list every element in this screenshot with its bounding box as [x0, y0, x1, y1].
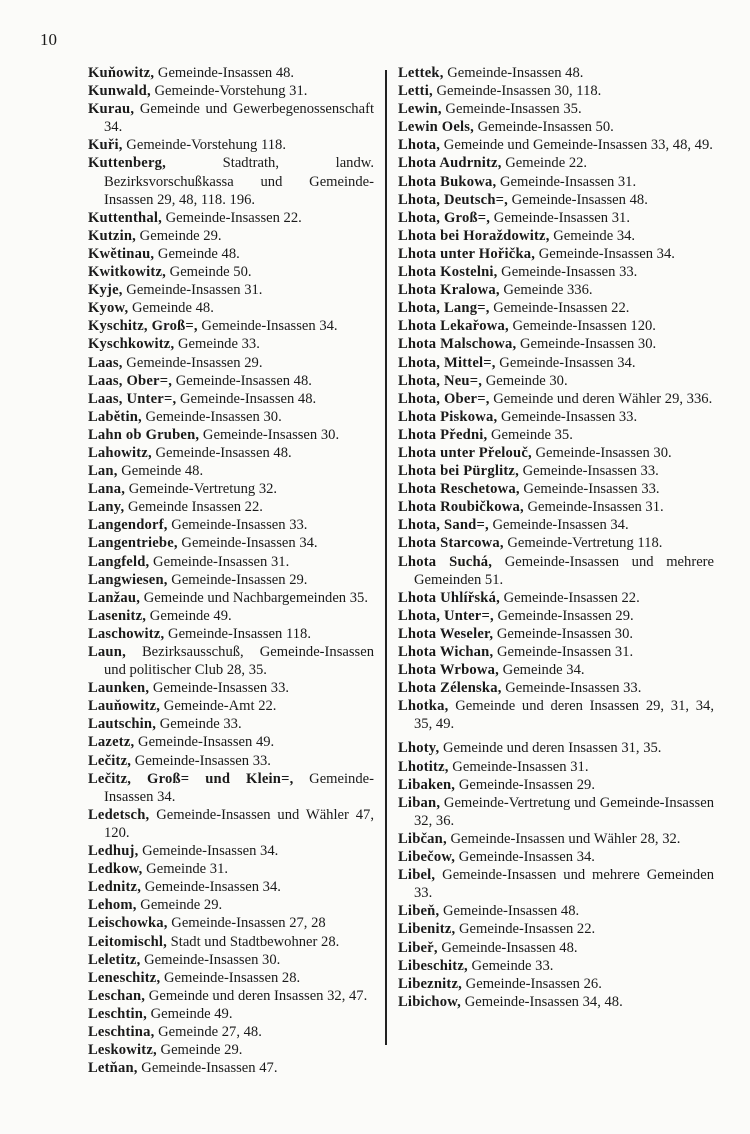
index-entry: [398, 739, 714, 757]
entry-details: Gemeinde-Insassen 48.: [151, 444, 292, 461]
index-entry: [398, 534, 714, 552]
page-number: 10: [40, 30, 57, 49]
entry-details: Gemeinde-Insassen 48.: [508, 191, 648, 208]
index-entry: [398, 589, 714, 607]
index-entry: [398, 920, 714, 938]
entry-place-name: Letti,: [398, 83, 433, 100]
entry-details: Gemeinde-Insassen 33.: [497, 264, 638, 281]
index-entry: [88, 933, 374, 951]
index-entry: [398, 390, 714, 408]
entry-place-name: Lehom,: [88, 897, 137, 914]
entry-details: Gemeinde-Insassen und Wähler 47, 120.: [104, 806, 374, 841]
entry-place-name: Lewin,: [398, 101, 442, 118]
entry-place-name: Libichow,: [398, 993, 462, 1010]
entry-details: Gemeinde-Insassen 34.: [455, 849, 595, 866]
entry-details: Gemeinde-Insassen 118.: [164, 625, 311, 642]
index-entry: [88, 100, 374, 136]
index-entry: [398, 679, 714, 697]
entry-place-name: Kutzin,: [88, 227, 137, 244]
entry-details: Gemeinde-Insassen 30.: [531, 444, 672, 461]
entry-place-name: Laas,: [88, 354, 123, 371]
entry-details: Gemeinde 27, 48.: [154, 1023, 262, 1040]
entry-details: Gemeinde-Insassen 29.: [493, 607, 634, 624]
entry-place-name: Lhota Wrbowa,: [398, 662, 499, 679]
entry-details: Gemeinde-Insassen 33.: [518, 463, 659, 480]
index-entry: [88, 951, 374, 969]
entry-details: Gemeinde-Insassen 33.: [519, 481, 660, 498]
entry-place-name: Ledetsch,: [88, 806, 150, 823]
entry-place-name: Lhota, Ober=,: [398, 390, 490, 407]
index-entry: [398, 830, 714, 848]
entry-details: Gemeinde-Insassen 31.: [523, 499, 664, 516]
index-entry: [88, 860, 374, 878]
entry-details: Gemeinde-Insassen 48.: [176, 390, 317, 407]
index-entry: [398, 227, 714, 245]
entry-place-name: Kuttenthal,: [88, 209, 162, 226]
entry-details: Gemeinde 22.: [501, 155, 588, 172]
entry-place-name: Laas, Ober=,: [88, 372, 173, 389]
entry-details: Gemeinde-Insassen 31.: [122, 282, 263, 299]
index-entry: [88, 553, 374, 571]
entry-details: Gemeinde-Insassen 48.: [439, 903, 580, 920]
entry-place-name: Lhotka,: [398, 698, 449, 715]
index-entry: [88, 281, 374, 299]
index-entry: [398, 758, 714, 776]
entry-details: Gemeinde-Insassen und mehrere Gemeinden 33.: [414, 867, 714, 902]
entry-place-name: Lhota Audrnitz,: [398, 155, 502, 172]
entry-place-name: Lhota, Unter=,: [398, 607, 494, 624]
entry-details: Gemeinde-Insassen 33.: [149, 680, 290, 697]
index-entry: [398, 299, 714, 317]
index-entry: [398, 281, 714, 299]
entry-place-name: Lautschin,: [88, 716, 157, 733]
index-entry: [398, 263, 714, 281]
index-entry: [398, 607, 714, 625]
entry-place-name: Kuttenberg,: [88, 155, 166, 172]
entry-details: Gemeinde-Vertretung 32.: [125, 481, 278, 498]
index-entry: [398, 444, 714, 462]
entry-place-name: Lhota Kostelni,: [398, 264, 498, 281]
entry-details: Gemeinde und deren Wähler 29, 336.: [489, 390, 713, 407]
index-entry: [398, 245, 714, 263]
index-entry: [88, 462, 374, 480]
index-entry: [398, 480, 714, 498]
entry-details: Gemeinde-Insassen 26.: [462, 975, 602, 992]
entry-details: Gemeinde-Insassen 34.: [197, 318, 338, 335]
entry-place-name: Leitomischl,: [88, 933, 168, 950]
right-column: [398, 64, 714, 1011]
entry-details: Gemeinde 49.: [146, 1005, 233, 1022]
entry-details: Gemeinde-Insassen 29.: [122, 354, 263, 371]
entry-details: Gemeinde 48.: [117, 463, 204, 480]
index-entry: [88, 263, 374, 281]
entry-place-name: Leskowitz,: [88, 1042, 157, 1059]
index-entry: [88, 317, 374, 335]
index-entry: [398, 553, 714, 589]
entry-details: Gemeinde und Gewerbegenossenschaft 34.: [104, 101, 374, 136]
entry-details: Gemeinde 29.: [156, 1042, 243, 1059]
index-entry: [88, 498, 374, 516]
entry-place-name: Ledhuj,: [88, 843, 139, 860]
index-entry: [88, 697, 374, 715]
index-entry: [398, 209, 714, 227]
entry-details: Gemeinde-Insassen 34.: [177, 535, 318, 552]
entry-details: Gemeinde-Insassen 120.: [508, 318, 656, 335]
entry-details: Gemeinde-Insassen 34.: [138, 843, 279, 860]
entry-place-name: Leschtina,: [88, 1023, 155, 1040]
entry-details: Gemeinde-Insassen 48.: [437, 939, 578, 956]
index-entry: [88, 209, 374, 227]
entry-place-name: Lanžau,: [88, 589, 141, 606]
entry-details: Gemeinde-Insassen 34.: [535, 245, 675, 262]
entry-details: Gemeinde-Insassen 34.: [141, 879, 281, 896]
entry-place-name: Lhota Uhlířská,: [398, 589, 500, 606]
entry-details: Gemeinde Insassen 22.: [124, 499, 263, 516]
index-entry: [398, 154, 714, 172]
entry-details: Gemeinde 48.: [128, 300, 214, 317]
index-entry: [398, 335, 714, 353]
entry-place-name: Lhota, Groß=,: [398, 209, 491, 226]
index-entry: [398, 372, 714, 390]
entry-place-name: Lan,: [88, 463, 118, 480]
index-entry: [88, 480, 374, 498]
entry-details: Gemeinde-Insassen 34.: [488, 517, 629, 534]
entry-details: Gemeinde und deren Insassen 32, 47.: [145, 987, 368, 1004]
entry-place-name: Laas, Unter=,: [88, 390, 177, 407]
index-entry: [398, 82, 714, 100]
entry-place-name: Lhota Wichan,: [398, 644, 494, 660]
index-entry: [88, 1005, 374, 1023]
index-entry: [88, 1059, 374, 1077]
entry-place-name: Lhota Reschetowa,: [398, 481, 520, 498]
entry-details: Gemeinde-Insassen 29.: [455, 776, 595, 793]
entry-place-name: Leletitz,: [88, 951, 141, 968]
entry-details: Gemeinde 33.: [174, 336, 260, 353]
entry-details: Gemeinde 336.: [499, 282, 593, 299]
index-entry: [88, 589, 374, 607]
entry-details: Gemeinde und deren Insassen 29, 31, 34, 35, 49.: [414, 698, 714, 733]
index-entry: [88, 987, 374, 1005]
entry-details: Gemeinde-Insassen 22.: [489, 300, 630, 317]
entry-place-name: Lhota Starcowa,: [398, 535, 504, 552]
entry-details: Gemeinde-Insassen 49.: [134, 734, 275, 751]
entry-details: Gemeinde-Insassen und mehrere Gemeinden 51.: [414, 553, 715, 588]
entry-details: Gemeinde 33.: [156, 716, 242, 733]
entry-place-name: Laschowitz,: [88, 625, 165, 642]
entry-place-name: Kyje,: [88, 282, 123, 299]
entry-place-name: Lhota Malschowa,: [398, 336, 517, 353]
index-entry: [398, 498, 714, 516]
entry-place-name: Lečitz,: [88, 752, 132, 769]
index-entry: [88, 245, 374, 263]
entry-details: Gemeinde-Insassen 30.: [140, 951, 281, 968]
index-entry: [88, 643, 374, 679]
entry-place-name: Kuři,: [88, 137, 123, 154]
entry-place-name: Lhota Bukowa,: [398, 173, 497, 190]
entry-details: Gemeinde 48.: [154, 245, 240, 262]
entry-place-name: Lewin Oels,: [398, 119, 474, 136]
entry-place-name: Lhota bei Horaždowitz,: [398, 227, 550, 244]
entry-place-name: Lhota, Mittel=,: [398, 354, 496, 371]
index-entry: [88, 752, 374, 770]
entry-place-name: Lhota,: [398, 137, 441, 154]
entry-place-name: Lany,: [88, 499, 125, 516]
entry-details: Gemeinde-Insassen 30.: [493, 625, 634, 642]
index-entry: [88, 625, 374, 643]
entry-details: Gemeinde-Insassen 33.: [131, 752, 271, 769]
entry-details: Gemeinde-Insassen 33.: [501, 680, 642, 697]
index-entry: [88, 390, 374, 408]
index-entry: [398, 426, 714, 444]
entry-details: Gemeinde-Insassen 31.: [448, 758, 589, 775]
entry-place-name: Langentriebe,: [88, 535, 178, 552]
entry-details: Gemeinde-Insassen 34, 48.: [461, 993, 623, 1010]
column-divider: [385, 70, 387, 1045]
index-entry: [398, 516, 714, 534]
entry-details: Bezirksausschuß, Gemeinde-Insassen und politischer Club 28, 35.: [104, 644, 374, 679]
index-entry: [88, 408, 374, 426]
index-entry: [398, 975, 714, 993]
index-entry: [398, 118, 714, 136]
entry-details: Gemeinde-Insassen 31.: [493, 644, 634, 660]
entry-details: Gemeinde und Nachbargemeinden 35.: [140, 589, 368, 606]
entry-place-name: Kunwald,: [88, 83, 151, 100]
entry-place-name: Lhota, Sand=,: [398, 517, 489, 534]
entry-details: Gemeinde 35.: [487, 426, 573, 443]
entry-place-name: Lhota unter Hořička,: [398, 245, 536, 262]
entry-details: Stadtrath, landw. Bezirksvorschußkassa und Gemeinde-Insassen 29, 48, 118. 196.: [104, 155, 374, 208]
entry-place-name: Lazetz,: [88, 734, 135, 751]
entry-details: Gemeinde-Insassen und Wähler 28, 32.: [446, 830, 681, 847]
entry-place-name: Libčan,: [398, 830, 447, 847]
entry-place-name: Leschan,: [88, 987, 146, 1004]
entry-details: Gemeinde-Insassen 22.: [161, 209, 302, 226]
index-entry: [88, 1023, 374, 1041]
entry-place-name: Kuňowitz,: [88, 65, 155, 81]
index-entry: [398, 661, 714, 679]
entry-place-name: Libeň,: [398, 903, 440, 920]
entry-place-name: Leischowka,: [88, 915, 168, 932]
index-entry: [398, 794, 714, 830]
entry-place-name: Launken,: [88, 680, 150, 697]
index-entry: [88, 354, 374, 372]
entry-details: Gemeinde-Insassen 47.: [137, 1060, 278, 1077]
index-entry: [398, 136, 714, 154]
entry-details: Gemeinde 33.: [467, 957, 554, 974]
index-entry: [88, 516, 374, 534]
index-entry: [88, 896, 374, 914]
entry-details: Gemeinde-Insassen 29.: [167, 571, 308, 588]
entry-place-name: Kwitkowitz,: [88, 264, 166, 281]
entry-details: Gemeinde 29.: [136, 227, 222, 244]
entry-place-name: Lečitz, Groß= und Klein=,: [88, 770, 294, 787]
entry-details: Gemeinde 49.: [146, 607, 232, 624]
index-entry: [88, 64, 374, 82]
entry-place-name: Libečow,: [398, 849, 456, 866]
entry-details: Gemeinde-Vertretung und Gemeinde-Insassen 32, 36.: [414, 794, 714, 829]
entry-details: Gemeinde-Insassen 48.: [172, 372, 312, 389]
entry-place-name: Lhota Zélenska,: [398, 680, 502, 697]
entry-details: Gemeinde-Vertretung 118.: [503, 535, 663, 552]
entry-place-name: Kyschkowitz,: [88, 336, 175, 353]
index-entry: [88, 607, 374, 625]
entry-place-name: Langfeld,: [88, 553, 150, 570]
entry-details: Gemeinde und Gemeinde-Insassen 33, 48, 49.: [440, 137, 713, 154]
entry-place-name: Libeznitz,: [398, 975, 463, 992]
index-entry: [88, 1041, 374, 1059]
entry-details: Gemeinde-Insassen 30, 118.: [432, 83, 602, 100]
entry-details: Gemeinde 29.: [136, 897, 223, 914]
entry-details: Gemeinde-Insassen 30.: [141, 408, 282, 425]
entry-details: Stadt und Stadtbewohner 28.: [167, 933, 340, 950]
index-entry: [398, 902, 714, 920]
index-entry: [88, 715, 374, 733]
entry-place-name: Lhota Lekařowa,: [398, 318, 509, 335]
index-entry: [88, 842, 374, 860]
entry-details: Gemeinde-Vorstehung 31.: [150, 83, 308, 100]
index-entry: [398, 100, 714, 118]
entry-place-name: Lettek,: [398, 65, 444, 81]
index-entry: [88, 534, 374, 552]
index-entry: [398, 939, 714, 957]
entry-place-name: Lana,: [88, 481, 126, 498]
entry-details: Gemeinde-Vorstehung 118.: [122, 137, 286, 154]
entry-details: Gemeinde-Insassen 34.: [495, 354, 636, 371]
index-entry: [398, 993, 714, 1011]
index-entry: [398, 625, 714, 643]
entry-details: Gemeinde 34.: [549, 227, 636, 244]
index-entry: [88, 969, 374, 987]
index-entry: [88, 679, 374, 697]
entry-details: Gemeinde-Insassen 34.: [104, 770, 374, 805]
entry-place-name: Letňan,: [88, 1060, 138, 1077]
entry-place-name: Leschtin,: [88, 1005, 147, 1022]
entry-place-name: Laun,: [88, 644, 126, 660]
entry-place-name: Libeř,: [398, 939, 438, 956]
entry-place-name: Kyow,: [88, 300, 129, 317]
index-entry: [398, 173, 714, 191]
entry-details: Gemeinde-Insassen 50.: [473, 119, 614, 136]
entry-details: Gemeinde 30.: [482, 372, 568, 389]
entry-place-name: Kwětinau,: [88, 245, 155, 262]
entry-place-name: Lhota Kralowa,: [398, 282, 500, 299]
entry-place-name: Lhota Suchá,: [398, 553, 493, 570]
entry-details: Gemeinde-Insassen 30.: [516, 336, 657, 353]
entry-place-name: Lhota, Lang=,: [398, 300, 490, 317]
entry-place-name: Lhoty,: [398, 740, 440, 757]
index-entry: [398, 643, 714, 661]
index-entry: [88, 733, 374, 751]
index-entry: [398, 697, 714, 733]
entry-place-name: Libenitz,: [398, 921, 456, 938]
entry-place-name: Libel,: [398, 867, 436, 884]
entry-place-name: Langendorf,: [88, 517, 168, 534]
entry-details: Gemeinde-Insassen 35.: [441, 101, 582, 118]
index-entry: [88, 227, 374, 245]
index-entry: [88, 770, 374, 806]
entry-place-name: Lhota unter Přelouč,: [398, 444, 532, 461]
index-entry: [88, 878, 374, 896]
entry-place-name: Lhota Roubičkowa,: [398, 499, 524, 516]
entry-place-name: Lauňowitz,: [88, 698, 161, 715]
entry-details: Gemeinde-Insassen 31.: [496, 173, 637, 190]
index-entry: [398, 317, 714, 335]
index-entry: [88, 335, 374, 353]
entry-place-name: Lhota Předni,: [398, 426, 488, 443]
index-entry: [398, 848, 714, 866]
index-entry: [398, 957, 714, 975]
entry-place-name: Ledkow,: [88, 861, 143, 878]
entry-place-name: Libeschitz,: [398, 957, 468, 974]
entry-details: Gemeinde-Insassen 33.: [167, 517, 308, 534]
left-column: [88, 64, 374, 1077]
entry-place-name: Lhota Piskowa,: [398, 408, 498, 425]
index-entry: [398, 64, 714, 82]
entry-place-name: Lhota Weseler,: [398, 625, 494, 642]
entry-place-name: Lhota bei Pürglitz,: [398, 463, 519, 480]
entry-place-name: Lhota, Neu=,: [398, 372, 483, 389]
index-entry: [88, 299, 374, 317]
entry-details: Gemeinde-Insassen 30.: [199, 426, 340, 443]
entry-details: Gemeinde 50.: [166, 264, 252, 281]
entry-details: Gemeinde 31.: [142, 861, 229, 878]
entry-details: Gemeinde-Insassen 31.: [149, 553, 290, 570]
entry-place-name: Liban,: [398, 794, 441, 811]
entry-details: Gemeinde-Insassen 48.: [443, 65, 584, 81]
entry-place-name: Lahn ob Gruben,: [88, 426, 200, 443]
entry-details: Gemeinde 34.: [499, 662, 585, 679]
entry-place-name: Libaken,: [398, 776, 456, 793]
entry-place-name: Kyschitz, Groß=,: [88, 318, 198, 335]
entry-details: Gemeinde und deren Insassen 31, 35.: [439, 740, 662, 757]
entry-place-name: Lhota, Deutsch=,: [398, 191, 509, 208]
entry-details: Gemeinde-Insassen 31.: [490, 209, 630, 226]
index-entry: [88, 914, 374, 932]
index-entry: [88, 426, 374, 444]
entry-details: Gemeinde-Insassen 27, 28: [167, 915, 326, 932]
index-entry: [398, 462, 714, 480]
index-entry: [88, 82, 374, 100]
index-entry: [88, 444, 374, 462]
entry-details: Gemeinde-Amt 22.: [160, 698, 277, 715]
entry-place-name: Langwiesen,: [88, 571, 168, 588]
entry-details: Gemeinde-Insassen 28.: [160, 969, 301, 986]
entry-place-name: Leneschitz,: [88, 969, 161, 986]
index-entry: [398, 191, 714, 209]
entry-place-name: Lhotitz,: [398, 758, 449, 775]
index-entry: [88, 136, 374, 154]
index-entry: [88, 154, 374, 208]
entry-details: Gemeinde-Insassen 48.: [154, 65, 295, 81]
index-entry: [398, 354, 714, 372]
index-entry: [88, 372, 374, 390]
index-entry: [88, 571, 374, 589]
entry-details: Gemeinde-Insassen 33.: [497, 408, 638, 425]
entry-place-name: Lednitz,: [88, 879, 142, 896]
entry-place-name: Lahowitz,: [88, 444, 152, 461]
entry-details: Gemeinde-Insassen 22.: [455, 921, 596, 938]
index-entry: [398, 866, 714, 902]
entry-place-name: Lasenitz,: [88, 607, 147, 624]
index-entry: [398, 776, 714, 794]
index-entry: [398, 408, 714, 426]
entry-details: Gemeinde-Insassen 22.: [499, 589, 640, 606]
index-entry: [88, 806, 374, 842]
entry-place-name: Labětin,: [88, 408, 142, 425]
entry-place-name: Kurau,: [88, 101, 135, 118]
